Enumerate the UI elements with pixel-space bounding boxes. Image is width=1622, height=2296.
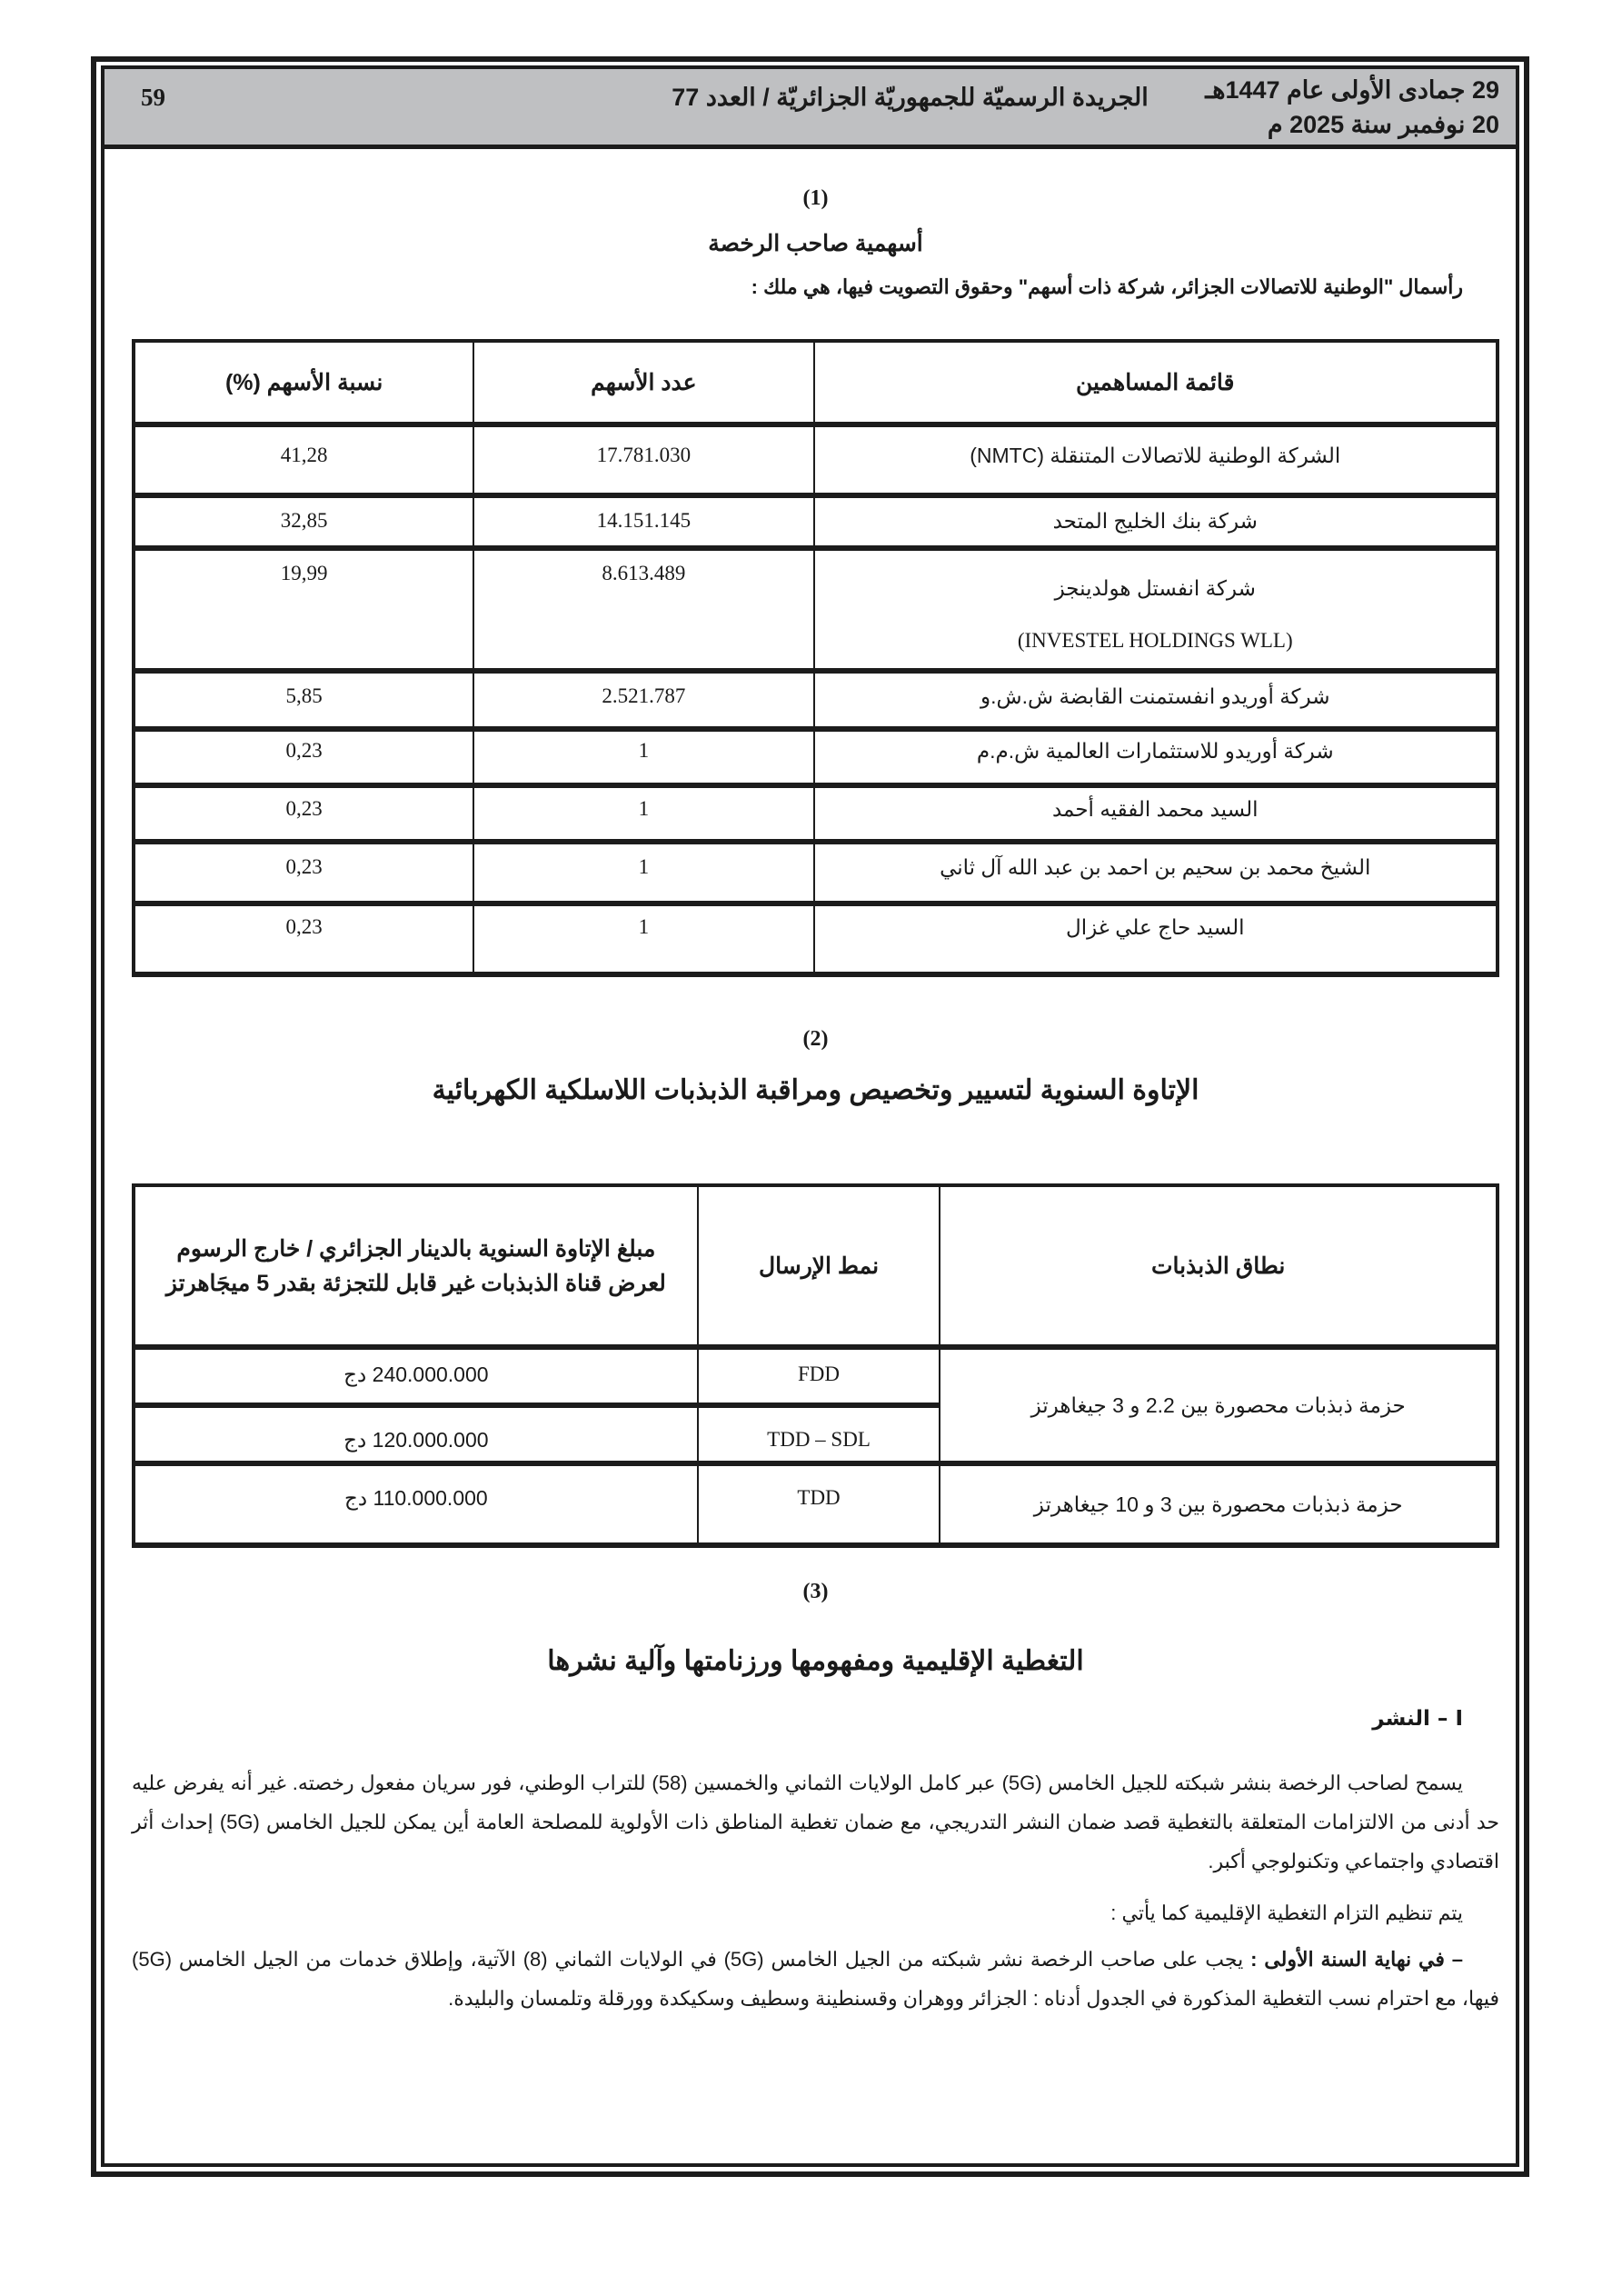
frequency-band: حزمة ذبذبات محصورة بين 2.2 و 3 جيغاهرتز <box>940 1347 1498 1463</box>
column-header: قائمة المساهمين <box>814 341 1498 424</box>
shareholder-name-en: (INVESTEL HOLDINGS WLL) <box>1017 629 1293 652</box>
section-2 <box>132 1027 1499 1548</box>
share-count: 14.151.145 <box>473 495 813 548</box>
transmission-mode: TDD – SDL <box>698 1405 940 1463</box>
share-percent: 0,23 <box>134 729 473 785</box>
share-percent: 41,28 <box>134 424 473 495</box>
gazette-header <box>104 69 1516 149</box>
share-count: 1 <box>473 729 813 785</box>
transmission-mode: FDD <box>698 1347 940 1405</box>
shareholder-name: السيد حاج علي غزال <box>814 903 1498 974</box>
table-row <box>134 785 1498 842</box>
section-title: التغطية الإقليمية ومفهومها ورزنامتها وآلية نشرها <box>547 1646 1084 1676</box>
table-row <box>134 1347 1498 1405</box>
section-title: الإتاوة السنوية لتسيير وتخصيص ومراقبة الذبذبات اللاسلكية الكهربائية <box>432 1075 1199 1105</box>
table-row <box>134 548 1498 671</box>
subheading-deployment: I – النشر <box>1372 1707 1463 1731</box>
shareholder-name <box>814 548 1498 671</box>
share-count: 1 <box>473 903 813 974</box>
share-percent: 19,99 <box>134 548 473 671</box>
header-date-gregorian: 20 نوفمبر سنة 2025 م <box>1267 111 1499 138</box>
royalty-table <box>132 1183 1499 1548</box>
shareholder-name: الشركة الوطنية للاتصالات المتنقلة (NMTC) <box>814 424 1498 495</box>
table-row <box>134 424 1498 495</box>
column-header: مبلغ الإتاوة السنوية بالدينار الجزائري / خارج الرسوم لعرض قناة الذبذبات غير قابل للتجزئة بقدر 5 ميجَاهرتز <box>134 1185 698 1347</box>
column-header: عدد الأسهم <box>473 341 813 424</box>
table-row <box>134 842 1498 903</box>
royalty-amount: 120.000.000 دج <box>134 1405 698 1463</box>
royalty-amount: 240.000.000 دج <box>134 1347 698 1405</box>
table-header-row <box>134 1185 1498 1347</box>
section-intro: رأسمال "الوطنية للاتصالات الجزائر، شركة ذات أسهم" وحقوق التصويت فيها، هي ملك : <box>751 275 1463 298</box>
section-3 <box>132 1580 1499 2018</box>
share-count: 1 <box>473 785 813 842</box>
frequency-band: حزمة ذبذبات محصورة بين 3 و 10 جيغاهرتز <box>940 1463 1498 1545</box>
column-header: نسبة الأسهم (%) <box>134 341 473 424</box>
shareholder-name: السيد محمد الفقيه أحمد <box>814 785 1498 842</box>
shareholder-name: الشيخ محمد بن سحيم بن احمد بن عبد الله آل ثاني <box>814 842 1498 903</box>
section-number: (2) <box>802 1027 829 1051</box>
column-header: نطاق الذبذبات <box>940 1185 1498 1347</box>
share-count: 2.521.787 <box>473 671 813 729</box>
shareholders-table <box>132 339 1499 977</box>
section-1 <box>132 186 1499 977</box>
shareholder-name: شركة أوريدو للاستثمارات العالمية ش.م.م <box>814 729 1498 785</box>
table-row <box>134 729 1498 785</box>
page-number: 59 <box>141 84 165 111</box>
share-percent: 0,23 <box>134 903 473 974</box>
column-header: نمط الإرسال <box>698 1185 940 1347</box>
share-count: 1 <box>473 842 813 903</box>
shareholder-name-ar: شركة انفستل هولدينجز <box>1054 576 1256 600</box>
first-year-body: يجب على صاحب الرخصة نشر شبكته من الجيل الخامس (5G) في الولايات الثماني (8) الآتية، وإطلاق خدمات من الجيل الخامس (5G) فيها، مع احترام نسب التغطية المذكورة في الجدول أدناه : الجزائر ووهران وقسنطينة وسطيف وسكيكدة وورقلة وتلمسان والبليدة. <box>132 1948 1499 2010</box>
first-year-lead: – في نهاية السنة الأولى : <box>1250 1948 1463 1971</box>
share-count: 8.613.489 <box>473 548 813 671</box>
section-number: (3) <box>802 1580 829 1603</box>
table-row <box>134 903 1498 974</box>
table-row <box>134 495 1498 548</box>
section-number: (1) <box>802 186 829 210</box>
table-row <box>134 671 1498 729</box>
paragraph-first-year <box>132 1940 1499 2018</box>
paragraph-coverage-intro: يتم تنظيم التزام التغطية الإقليمية كما يأتي : <box>1110 1902 1463 1924</box>
royalty-amount: 110.000.000 دج <box>134 1463 698 1545</box>
share-percent: 5,85 <box>134 671 473 729</box>
transmission-mode: TDD <box>698 1463 940 1545</box>
shareholder-name: شركة بنك الخليج المتحد <box>814 495 1498 548</box>
header-title: الجريدة الرسميّة للجمهوريّة الجزائريّة / العدد 77 <box>672 84 1149 111</box>
table-header-row <box>134 341 1498 424</box>
header-date-hijri: 29 جمادى الأولى عام 1447هـ <box>1205 76 1499 104</box>
share-percent: 32,85 <box>134 495 473 548</box>
share-percent: 0,23 <box>134 785 473 842</box>
share-percent: 0,23 <box>134 842 473 903</box>
paragraph-deployment: يسمح لصاحب الرخصة بنشر شبكته للجيل الخامس (5G) عبر كامل الولايات الثماني والخمسين (58) للتراب الوطني، فور سريان مفعول رخصته. غير أنه يفرض عليه حد أدنى من الالتزامات المتعلقة بالتغطية قصد ضمان النشر التدريجي، مع ضمان تغطية المناطق ذات الأولوية للمصلحة العامة أين يمكن للجيل الخامس (5G) إحداث أثر اقتصادي واجتماعي وتكنولوجي أكبر. <box>132 1772 1499 1872</box>
section-title: أسهمية صاحب الرخصة <box>708 231 923 256</box>
table-row <box>134 1463 1498 1545</box>
shareholder-name: شركة أوريدو انفستمنت القابضة ش.ش.و <box>814 671 1498 729</box>
share-count: 17.781.030 <box>473 424 813 495</box>
